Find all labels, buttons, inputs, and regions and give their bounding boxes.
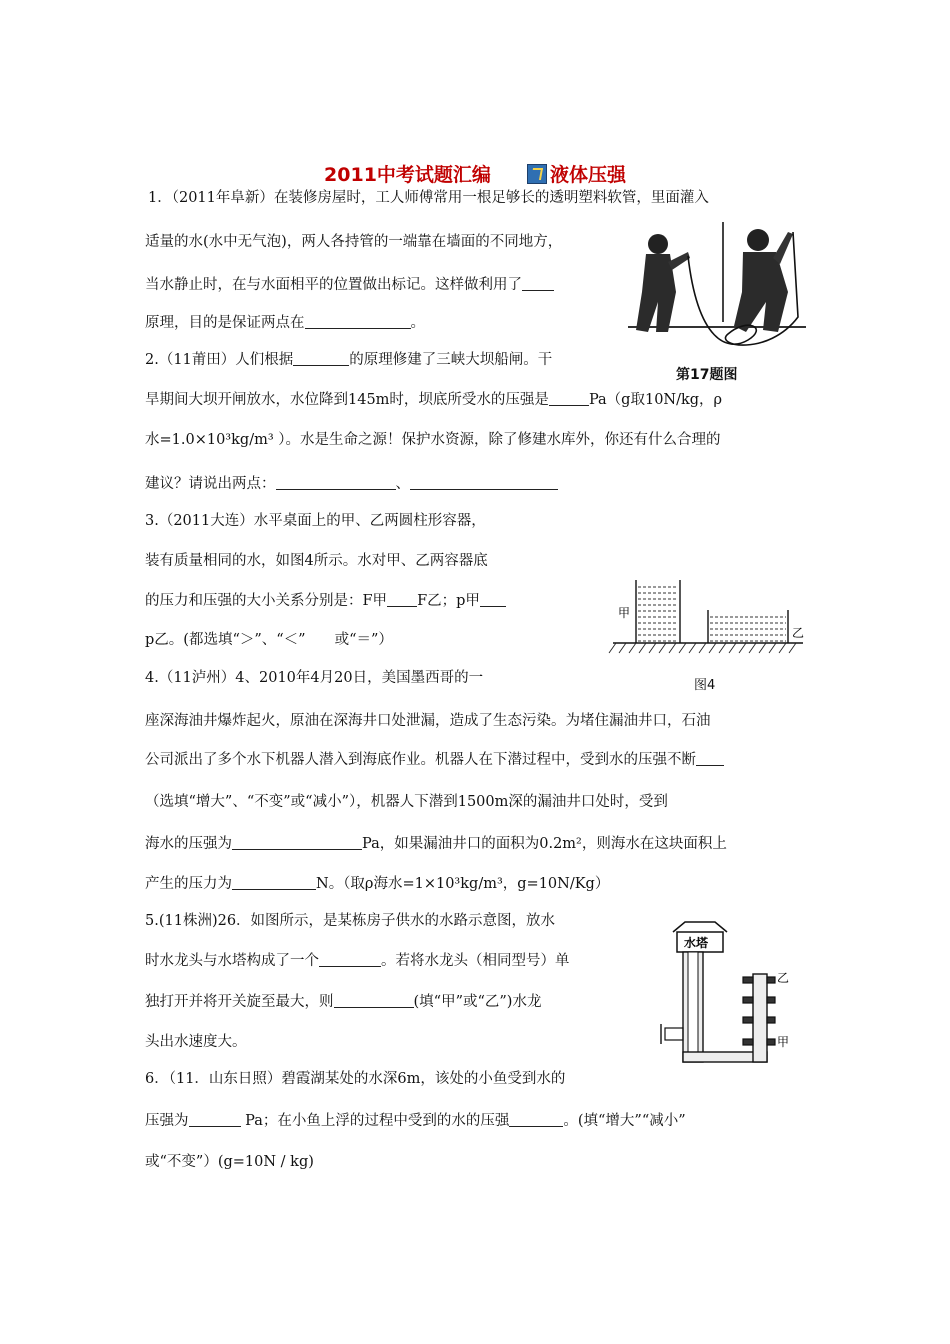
container-yi — [708, 610, 788, 643]
label-jia: 甲 — [618, 606, 631, 620]
q2-text-1a: 2.（11莆田）人们根据 — [145, 352, 294, 368]
q5-line-2 — [145, 951, 570, 971]
faucet-icon — [767, 997, 775, 1003]
q2-line-3: 水=1.0×10³kg/m³ ）。水是生命之源！保护水资源，除了修建水库外，你还有什么合理的 — [145, 432, 721, 448]
q2-text-2a: 旱期间大坝开闸放水，水位降到145m时，坝底所受水的压强是 — [145, 392, 549, 408]
answer-blank[interactable] — [276, 475, 396, 490]
faucet-icon — [767, 977, 775, 983]
answer-blank[interactable] — [549, 391, 589, 406]
q6-line-3: 或“不变”）(g=10N / kg) — [145, 1154, 314, 1170]
q5-line-3 — [145, 992, 541, 1012]
q4-line-1: 4.（11泸州）4、2010年4月20日，美国墨西哥的一 — [145, 670, 484, 686]
ground-hatch — [689, 643, 696, 653]
tower-label: 水塔 — [684, 936, 709, 950]
ground-hatch — [629, 643, 636, 653]
q2-text-2b: Pa（g取10N/kg，ρ — [588, 392, 723, 408]
q4-line-5 — [145, 834, 727, 854]
q4-line-3 — [145, 750, 724, 770]
q1-text-4: 原理，目的是保证两点在 — [145, 315, 305, 331]
ground-hatch — [679, 643, 686, 653]
q6-text-2b: Pa；在小鱼上浮的过程中受到的水的压强 — [245, 1113, 510, 1129]
document-icon — [527, 164, 547, 184]
ground-hatch — [719, 643, 726, 653]
ground-hatch — [609, 643, 616, 653]
faucet-icon — [743, 997, 753, 1003]
q4-line-2: 座深海油井爆炸起火，原油在深海井口处泄漏，造成了生态污染。为堵住漏油井口，石油 — [145, 713, 711, 729]
q5-text-3b: (填“甲”或“乙”)水龙 — [413, 994, 542, 1010]
ground-hatch — [639, 643, 646, 653]
answer-blank[interactable] — [387, 592, 417, 607]
q4-text-6a: 产生的压力为 — [145, 876, 232, 892]
ground-hatch — [729, 643, 736, 653]
water-tower-diagram — [655, 918, 795, 1068]
tap-label-jia: 甲 — [777, 1035, 790, 1049]
q4-text-3: 公司派出了多个水下机器人潜入到海底作业。机器人在下潜过程中，受到水的压强不断 — [145, 752, 696, 768]
q1-line-4: 原理，目的是保证两点在 。 — [145, 315, 425, 331]
ground-hatch — [759, 643, 766, 653]
title-topic: 液体压强 — [549, 164, 626, 186]
ground-hatch — [699, 643, 706, 653]
answer-blank[interactable] — [232, 875, 316, 890]
q2-line-4: 建议？请说出两点： 、 — [145, 474, 558, 494]
label-yi: 乙 — [792, 626, 805, 640]
ground-hatch — [669, 643, 676, 653]
q2-line-1 — [145, 350, 552, 370]
q3-line-3 — [145, 591, 506, 611]
q3-line-4: p乙。(都选填“＞”、“＜” 或“＝”） — [145, 632, 393, 648]
q2-line-2 — [145, 390, 722, 410]
workers-illustration — [628, 222, 806, 357]
containers-diagram — [608, 575, 808, 665]
page-title — [0, 160, 950, 187]
q6-line-2 — [145, 1111, 686, 1131]
answer-blank[interactable] — [305, 314, 411, 329]
q4-text-5a: 海水的压强为 — [145, 836, 232, 852]
figure-water-tower — [655, 918, 795, 1068]
q2-text-1b: 的原理修建了三峡大坝船闸。干 — [349, 352, 553, 368]
ground-hatch — [779, 643, 786, 653]
figure-17-caption: 第17题图 — [676, 367, 738, 383]
q3-line-1: 3.（2011大连）水平桌面上的甲、乙两圆柱形容器， — [145, 513, 486, 529]
q5-text-3a: 独打开并将开关旋至最大，则 — [145, 994, 334, 1010]
q1-line-1: 1．（2011年阜新）在装修房屋时，工人师傅常用一根足够长的透明塑料软管，里面灌入 — [148, 190, 709, 206]
answer-blank[interactable] — [293, 351, 349, 366]
ground-hatch — [739, 643, 746, 653]
faucet-icon — [743, 977, 753, 983]
q6-text-2a: 压强为 — [145, 1113, 189, 1129]
q1-line-2: 适量的水(水中无气泡)，两人各持管的一端靠在墙面的不同地方， — [145, 234, 563, 250]
tap-label-yi: 乙 — [777, 971, 790, 985]
title-year-text: 2011中考试题汇编 — [324, 164, 491, 186]
figure-4-containers — [608, 575, 808, 695]
q6-line-1: 6．（11．山东日照）碧霞湖某处的水深6m，该处的小鱼受到水的 — [145, 1071, 566, 1087]
q4-line-6 — [145, 874, 609, 894]
q5-text-2b: 。若将水龙头（相同型号）单 — [381, 953, 570, 969]
faucet-icon — [767, 1017, 775, 1023]
answer-blank[interactable] — [509, 1112, 563, 1127]
q4-text-5b: Pa，如果漏油井口的面积为0.2m²，则海水在这块面积上 — [362, 836, 727, 852]
ground-hatch — [789, 643, 796, 653]
container-jia — [636, 580, 680, 643]
faucet-icon — [767, 1039, 775, 1045]
q4-line-4: （选填“增大”、“不变”或“减小”），机器人下潜到1500m深的漏油井口处时，受到 — [145, 794, 668, 810]
q2-text-4: 建议？请说出两点： — [145, 476, 276, 492]
ground-hatch — [769, 643, 776, 653]
ground-hatch — [659, 643, 666, 653]
q5-line-1: 5.(11株洲)26．如图所示，是某栋房子供水的水路示意图，放水 — [145, 913, 556, 929]
q5-text-2a: 时水龙头与水塔构成了一个 — [145, 953, 319, 969]
answer-blank[interactable] — [522, 276, 554, 291]
faucet-icon — [743, 1017, 753, 1023]
faucet-icon — [743, 1039, 753, 1045]
answer-blank[interactable] — [696, 751, 724, 766]
figure-workers-tube — [628, 222, 806, 382]
answer-blank[interactable] — [232, 835, 362, 850]
q5-line-4: 头出水速度大。 — [145, 1034, 247, 1050]
answer-blank[interactable] — [319, 952, 381, 967]
ground-hatch — [749, 643, 756, 653]
q4-text-6b: N。（取ρ海水=1×10³kg/m³，g=10N/Kg） — [316, 876, 610, 892]
ground-hatch — [649, 643, 656, 653]
answer-blank[interactable] — [189, 1112, 241, 1127]
q3-line-2: 装有质量相同的水，如图4所示。水对甲、乙两容器底 — [145, 553, 488, 569]
q6-text-2c: 。(填“增大”“减小” — [563, 1113, 686, 1129]
q3-text-3b: F乙；p甲 — [417, 593, 480, 609]
answer-blank[interactable] — [480, 592, 506, 607]
answer-blank[interactable] — [410, 475, 558, 490]
figure-4-caption: 图4 — [694, 678, 716, 693]
q1-text-3: 当水静止时，在与水面相平的位置做出标记。这样做利用了 — [145, 277, 522, 293]
answer-blank[interactable] — [334, 993, 414, 1008]
ground-hatch — [709, 643, 716, 653]
q1-line-3 — [145, 275, 554, 295]
q3-text-3a: 的压力和压强的大小关系分别是：F甲 — [145, 593, 388, 609]
ground-hatch — [619, 643, 626, 653]
